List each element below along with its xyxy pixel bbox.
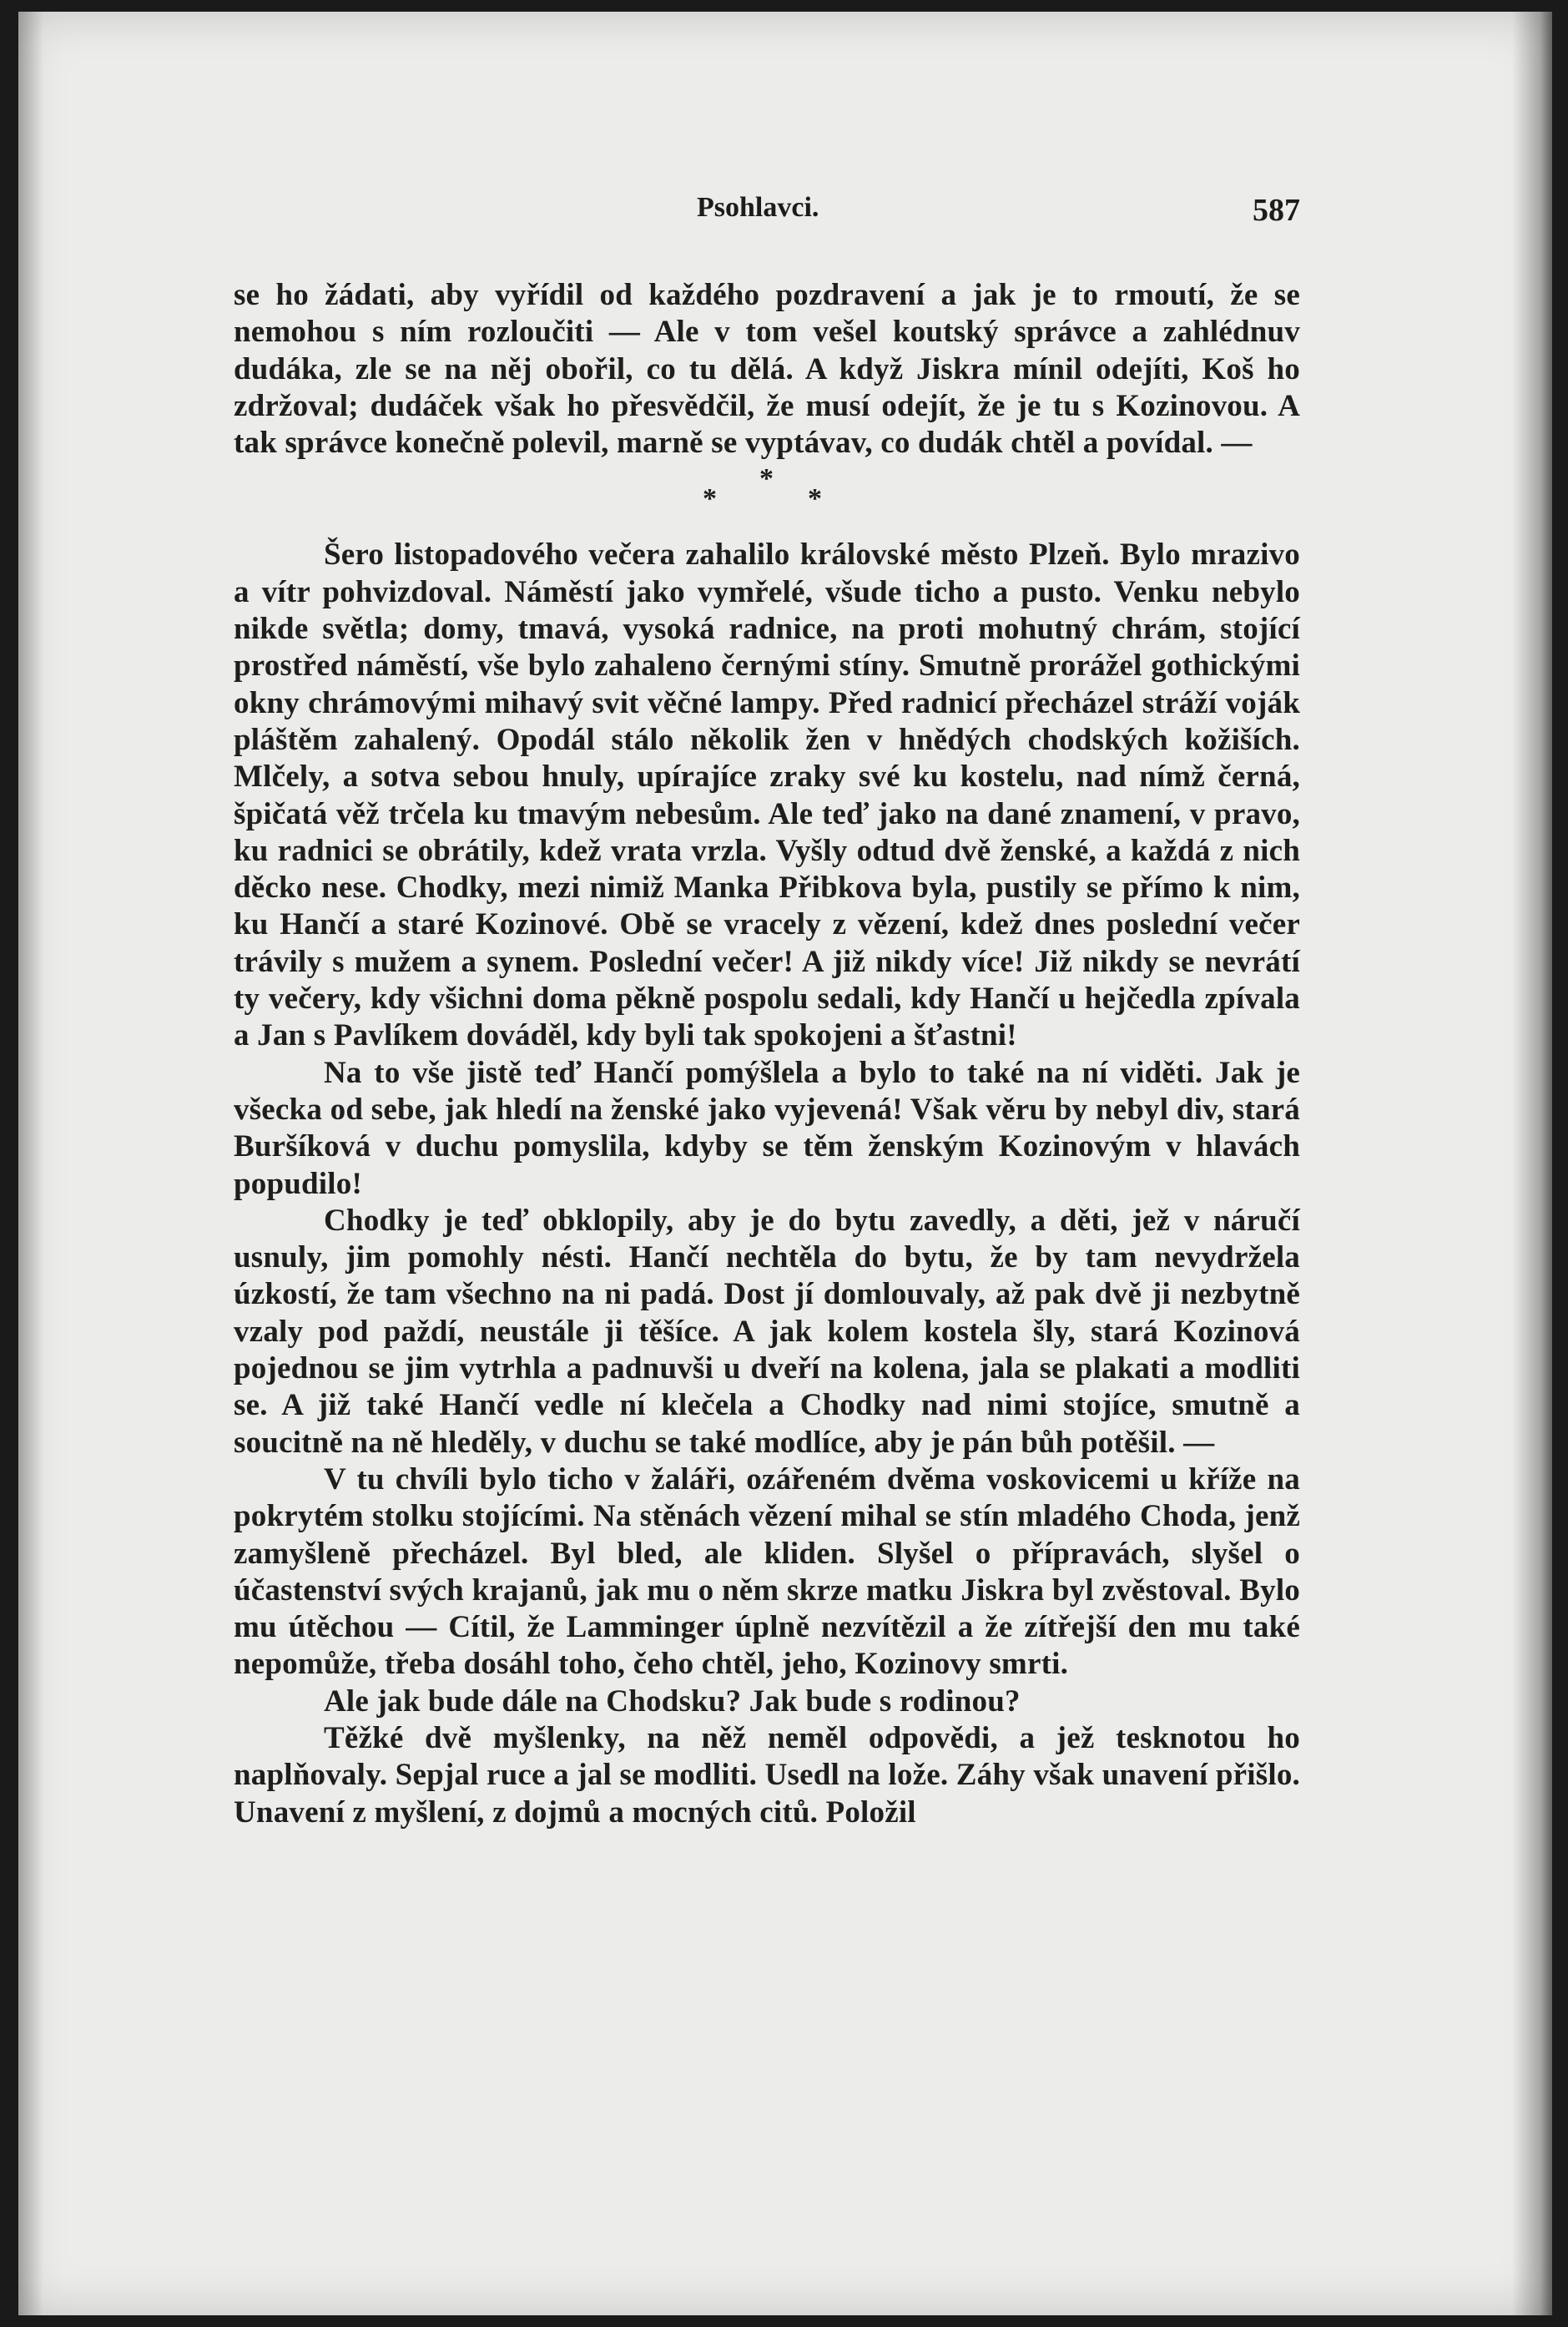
paragraph-continued: se ho žádati, aby vyřídil od každého pozdravení a jak je to rmoutí, že se nemohou s ním rozloučiti — Ale v tom vešel koutský správce a zahlédnuv dudáka, zle se na něj obořil, co tu dělá. A když Jiskra mínil odejíti, Koš ho zdržoval; dudáček však ho přesvědčil, že musí odejít, že je tu s Kozinovou. A tak správce konečně polevil, marně se vyptávav, co dudák chtěl a povídal. —	[234, 278, 1300, 461]
paragraph: V tu chvíli bylo ticho v žaláři, ozářeném dvěma voskovicemi u kříže na pokrytém stolku stojícími. Na stěnách vězení mihal se stín mladého Choda, jenž zamyšleně přecházel. Byl bled, ale kliden. Slyšel o přípravách, slyšel o účastenství svých krajanů, jak mu o něm skrze matku Jiskra byl zvěstoval. Bylo mu útěchou — Cítil, že Lamminger úplně nezvítězil a že zítřejší den mu také nepomůže, třeba dosáhl toho, čeho chtěl, jeho, Kozinovy smrti.	[234, 1461, 1300, 1682]
running-title: Psohlavci.	[697, 192, 819, 223]
page-number: 587	[1253, 193, 1300, 228]
paragraph: Ale jak bude dále na Chodsku? Jak bude s rodinou?	[324, 1683, 1021, 1719]
paragraph: Na to vše jistě teď Hančí pomýšlela a bylo to také na ní viděti. Jak je všecka od sebe, jak hledí na ženské jako vyjevená! Však věru by nebyl div, stará Buršíková v duchu pomyslila, kdyby se těm ženským Kozinovým v hlavách popudilo!	[234, 1055, 1300, 1201]
paragraph: Těžké dvě myšlenky, na něž neměl odpovědi, a jež tesknotou ho naplňovaly. Sepjal ruce a jal se modliti. Usedl na lože. Záhy však unavení přišlo. Unavení z myšlení, z dojmů a mocných citů. Položil	[234, 1720, 1300, 1830]
page-shadow-left	[18, 12, 43, 2315]
body-text	[234, 277, 1300, 1831]
asterisk: *	[759, 463, 774, 495]
section-break-asterism	[234, 463, 1300, 537]
paragraph: Chodky je teď obklopily, aby je do bytu zavedly, a děti, jež v náručí usnuly, jim pomohly nésti. Hančí nechtěla do bytu, že by tam nevydržela úzkostí, že tam všechno na ni padá. Dost jí domlouvaly, až pak dvě ji nezbytně vzaly pod paždí, neustále ji těšíce. A jak kolem kostela šly, stará Kozinová pojednou se jim vytrhla a padnuvši u dveří na kolena, jala se plakati a modliti se. A již také Hančí vedle ní klečela a Chodky nad nimi stojíce, smutně a soucitně na ně hleděly, v duchu se také modlíce, aby je pán bůh potěšil. —	[234, 1203, 1300, 1460]
page-header	[234, 192, 1300, 234]
asterisk: *	[703, 483, 718, 515]
asterisk: *	[808, 483, 823, 515]
book-page	[18, 12, 1552, 2315]
page-shadow-right	[1512, 12, 1552, 2315]
paragraph: Šero listopadového večera zahalilo královské město Plzeň. Bylo mrazivo a vítr pohvizdoval. Náměstí jako vymřelé, všude ticho a pusto. Venku nebylo nikde světla; domy, tmavá, vysoká radnice, na proti mohutný chrám, stojící prostřed náměstí, vše bylo zahaleno černými stíny. Smutně prorážel gothickými okny chrámovými mihavý svit věčné lampy. Před radnicí přecházel stráží voják pláštěm zahalený. Opodál stálo několik žen v hnědých chodských kožiších. Mlčely, a sotva sebou hnuly, upírajíce zraky své ku kostelu, nad nímž černá, špičatá věž trčela ku tmavým nebesům. Ale teď jako na dané znamení, v pravo, ku radnici se obrátily, kdež vrata vrzla. Vyšly odtud dvě ženské, a každá z nich děcko nese. Chodky, mezi nimiž Manka Přibkova byla, pustily se přímo k nim, ku Hančí a staré Kozinové. Obě se vracely z vězení, kdež dnes poslední večer trávily s mužem a synem. Poslední večer! A již nikdy více! Již nikdy se nevrátí ty večery, kdy všichni doma pěkně pospolu sedali, kdy Hančí u hejčedla zpívala a Jan s Pavlíkem dováděl, kdy byli tak spokojeni a šťastni!	[234, 538, 1300, 1053]
